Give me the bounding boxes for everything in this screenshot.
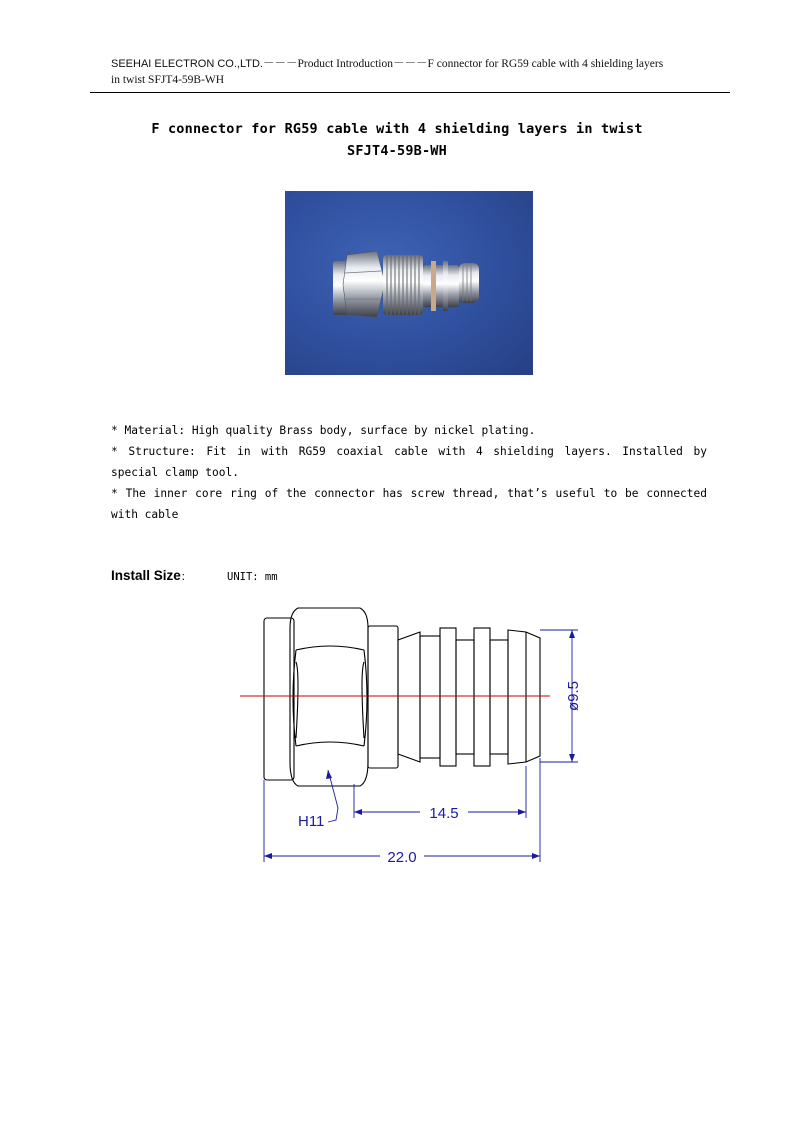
drawing-tail xyxy=(508,630,540,764)
unit-label: UNIT: mm xyxy=(227,571,278,583)
header-description: －－－Product Introduction－－－F connector for RG59 cable with 4 shielding layers xyxy=(263,58,664,70)
feature-list xyxy=(111,420,707,525)
drawing-hex xyxy=(290,608,368,786)
product-model: SFJT4-59B-WH xyxy=(347,143,447,159)
drawing-ring xyxy=(440,628,456,766)
product-title: F connector for RG59 cable with 4 shielding layers in twist xyxy=(151,121,643,137)
feature-material: * Material: High quality Brass body, surface by nickel plating. xyxy=(111,424,536,437)
dimension-length-total: 22.0 xyxy=(387,849,417,866)
feature-inner-core: * The inner core ring of the connector has screw thread, that’s useful to be connected with cable xyxy=(111,487,707,521)
header-line-2: in twist SFJT4-59B-WH xyxy=(111,74,225,86)
technical-drawing xyxy=(230,598,590,868)
drawing-sleeve xyxy=(398,632,420,762)
header-divider xyxy=(90,92,730,93)
drawing-collar xyxy=(368,626,398,768)
feature-structure: * Structure: Fit in with RG59 coaxial cable with 4 shielding layers. Installed by special clamp tool. xyxy=(111,445,707,479)
product-photo xyxy=(285,191,533,375)
dimension-diameter: ø9.5 xyxy=(565,680,582,712)
dimension-length-partial: 14.5 xyxy=(429,805,459,822)
header-company: SEEHAI ELECTRON CO.,LTD. xyxy=(111,58,263,70)
page-header xyxy=(111,56,711,88)
dimension-hex-label: H11 xyxy=(298,813,325,830)
install-size-label: Install Size： xyxy=(111,568,192,583)
drawing-ring xyxy=(474,628,490,766)
